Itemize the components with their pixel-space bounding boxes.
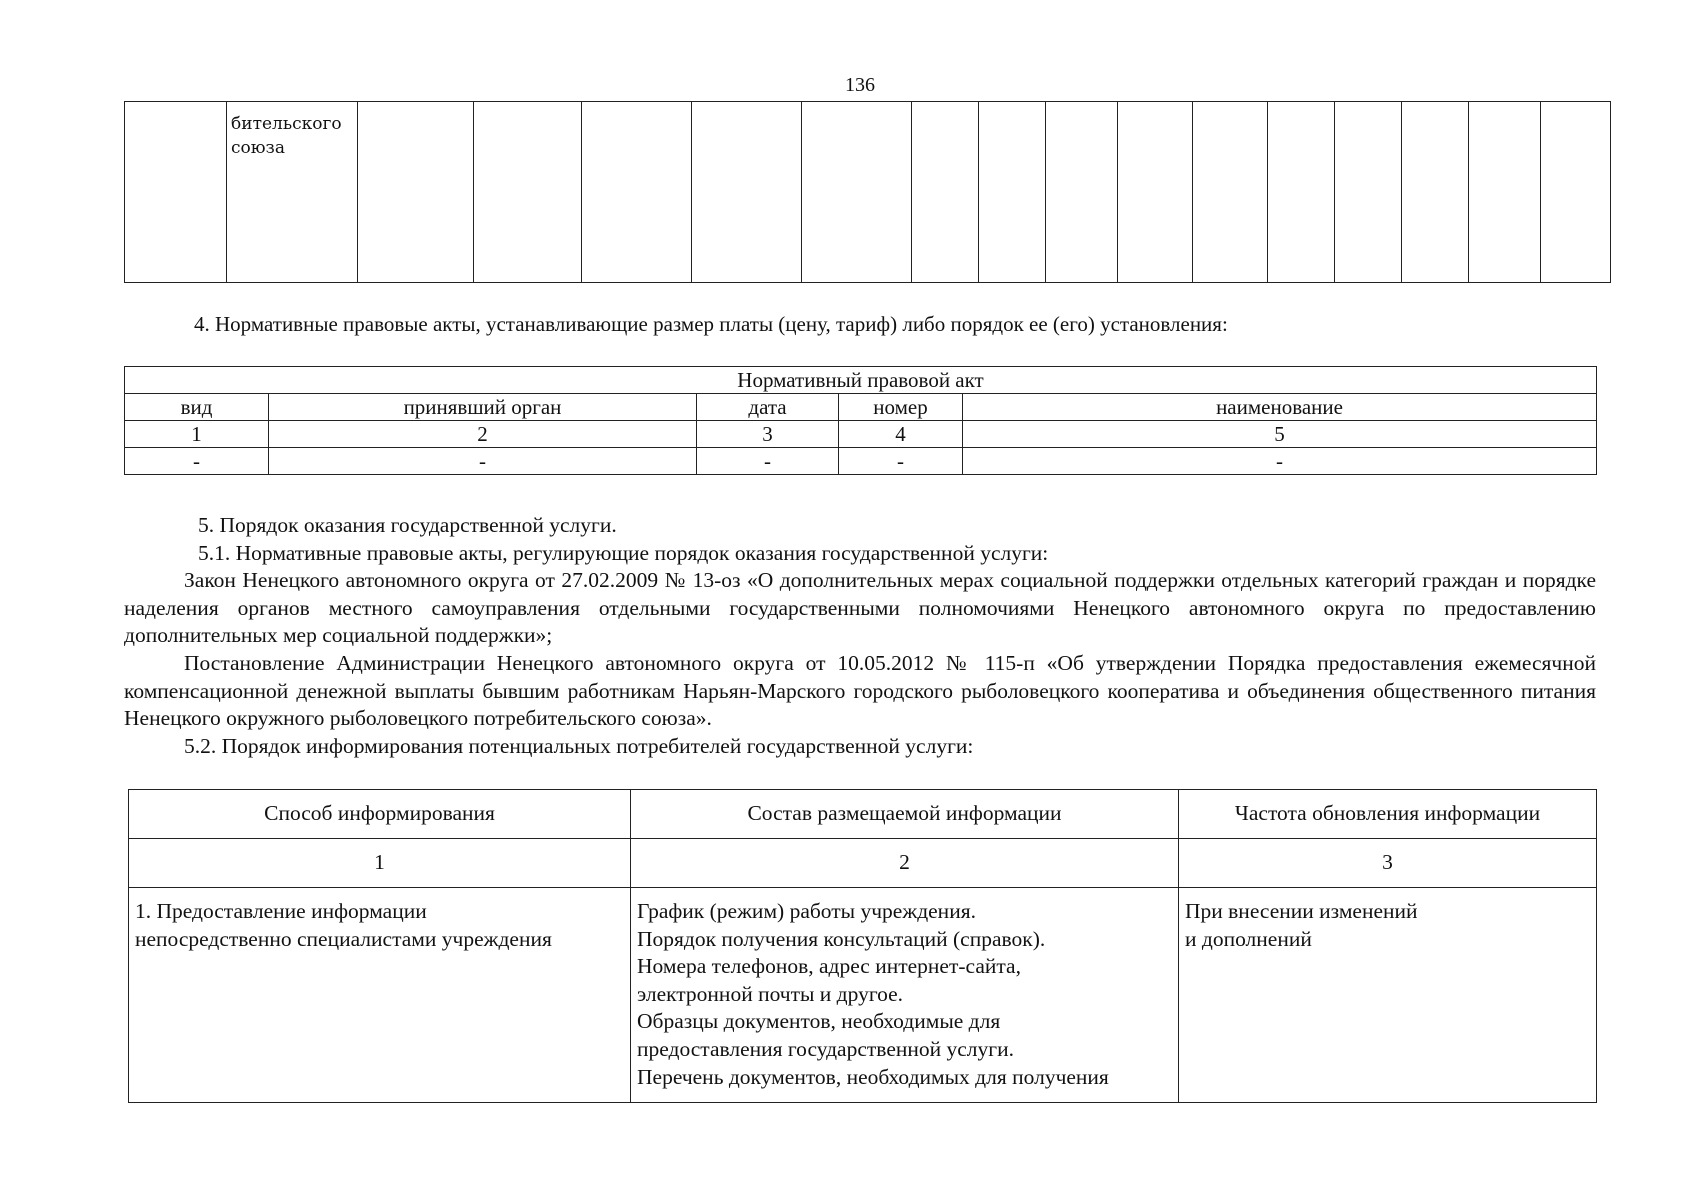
section-5-text — [124, 512, 1596, 760]
section-5-1-heading: 5.1. Нормативные правовые акты, регулирующие порядок оказания государственной услуги: — [198, 540, 1049, 565]
table-row — [125, 102, 1611, 283]
table-row — [129, 888, 1597, 1103]
content-line: предоставления государственной услуги. — [637, 1036, 1014, 1061]
table-cell — [1179, 888, 1597, 1103]
cell-text-line: союза — [231, 138, 285, 158]
table-cell — [979, 102, 1046, 283]
method-line: 1. Предоставление информации — [135, 899, 427, 923]
column-number: 3 — [697, 421, 839, 448]
table-cell — [474, 102, 582, 283]
table-cell: - — [697, 448, 839, 475]
section-5-2-heading: 5.2. Порядок информирования потенциальных потребителей государственной услуги: — [184, 733, 974, 758]
column-header: наименование — [963, 394, 1597, 421]
table-cell — [912, 102, 979, 283]
table-cell — [1118, 102, 1193, 283]
content-line: электронной почты и другое. — [637, 981, 904, 1006]
table-header-row — [125, 394, 1597, 421]
table-cell — [125, 102, 227, 283]
table-cell: - — [269, 448, 697, 475]
law-reference-2 — [124, 650, 1596, 733]
law-reference-2-first: Постановление Администрации Ненецкого автономного округа от 10.05.2012 № 115-п «Об утверждении Порядка предоставления — [184, 650, 1463, 675]
table-cell — [692, 102, 802, 283]
column-header: Частота обновления информации — [1179, 790, 1597, 839]
frequency-line: и дополнений — [1185, 926, 1312, 951]
table-cell — [1335, 102, 1402, 283]
legal-acts-table — [124, 366, 1597, 475]
table-header-row — [129, 790, 1597, 839]
table-cell — [227, 102, 358, 283]
table-cell — [1268, 102, 1335, 283]
frequency-line: При внесении изменений — [1185, 899, 1418, 923]
table-cell: - — [839, 448, 963, 475]
continuation-table — [124, 101, 1611, 283]
table-header-row — [125, 367, 1597, 394]
law-reference-1-rest: граждан и порядке наделения органов местного самоуправления отдельными государственными полномочиями Ненецкого автономного округа по предоставлению дополнительных мер социальной поддержки»; — [124, 568, 1597, 648]
cell-text-line: бительского — [231, 114, 342, 134]
table-cell — [1193, 102, 1268, 283]
table-cell: - — [125, 448, 269, 475]
column-number: 5 — [963, 421, 1597, 448]
table-cell — [1046, 102, 1118, 283]
column-header: вид — [125, 394, 269, 421]
law-reference-2-rest: ежемесячной компенсационной денежной выплаты бывшим работникам Нарьян-Марского городского рыболовецкого кооператива и объединения общественного питания Ненецкого окружного рыболовецкого потребительского союза». — [124, 650, 1596, 731]
law-reference-1-first: Закон Ненецкого автономного округа от 27.02.2009 № 13-оз «О дополнительных мерах социальной поддержки отдельных категорий — [184, 568, 1416, 593]
content-line: Номера телефонов, адрес интернет-сайта, — [637, 954, 1021, 979]
column-number: 2 — [269, 421, 697, 448]
content-line: Порядок получения консультаций (справок). — [637, 926, 1046, 951]
column-header: дата — [697, 394, 839, 421]
table-cell — [1469, 102, 1541, 283]
table-row — [125, 448, 1597, 475]
table-cell — [582, 102, 692, 283]
table-cell: - — [963, 448, 1597, 475]
content-line: Образцы документов, необходимые для — [637, 1009, 1001, 1034]
law-reference-1 — [124, 567, 1596, 650]
table-title: Нормативный правовой акт — [125, 367, 1597, 394]
table-row — [129, 839, 1597, 888]
informing-table — [128, 789, 1597, 1103]
content-line: Перечень документов, необходимых для получения — [637, 1064, 1109, 1089]
column-header: Способ информирования — [129, 790, 631, 839]
column-number: 2 — [631, 839, 1179, 888]
content-line: График (режим) работы учреждения. — [637, 899, 976, 923]
column-number: 4 — [839, 421, 963, 448]
table-cell — [358, 102, 474, 283]
column-number: 1 — [129, 839, 631, 888]
column-number: 3 — [1179, 839, 1597, 888]
section-5-title: 5. Порядок оказания государственной услуги. — [198, 513, 617, 537]
table-cell — [802, 102, 912, 283]
method-line: непосредственно специалистами учреждения — [135, 926, 552, 951]
table-row — [125, 421, 1597, 448]
table-cell — [631, 888, 1179, 1103]
column-header: принявший орган — [269, 394, 697, 421]
table-cell — [1541, 102, 1611, 283]
column-number: 1 — [125, 421, 269, 448]
table-cell — [1402, 102, 1469, 283]
column-header: Состав размещаемой информации — [631, 790, 1179, 839]
page-number: 136 — [845, 74, 875, 96]
column-header: номер — [839, 394, 963, 421]
table-cell — [129, 888, 631, 1103]
section-4-heading: 4. Нормативные правовые акты, устанавливающие размер платы (цену, тариф) либо порядок ее (его) установления: — [194, 312, 1228, 336]
